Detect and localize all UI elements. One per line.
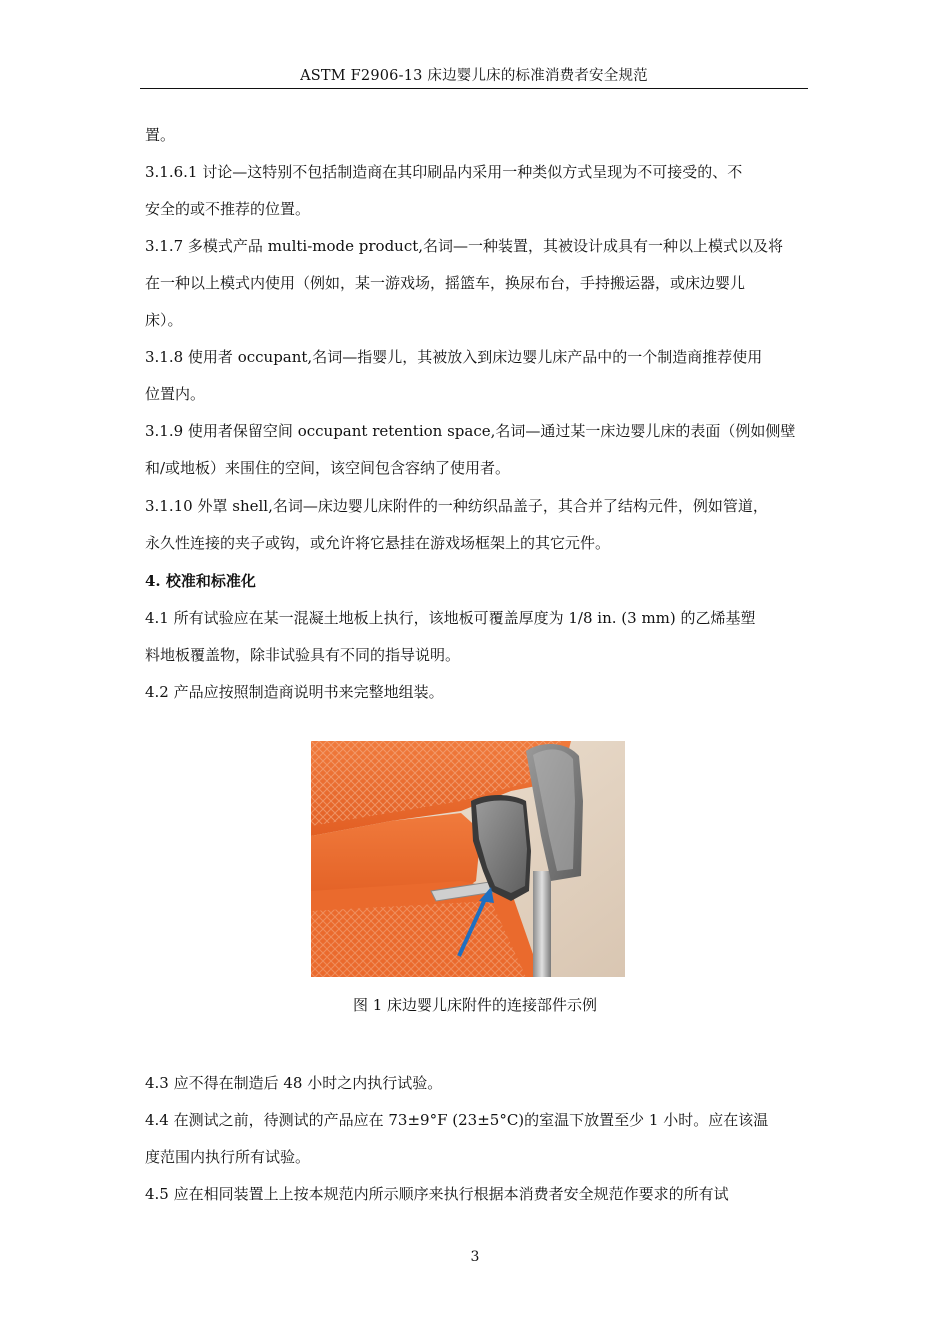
paragraph-line: 床）。 bbox=[145, 311, 183, 329]
paragraph-line: 3.1.9 使用者保留空间 occupant retention space,名词—通过某一床边婴儿床的表面（例如侧壁 bbox=[145, 422, 796, 440]
paragraph-line: 3.1.8 使用者 occupant,名词—指婴儿，其被放入到床边婴儿床产品中的一个制造商推荐使用 bbox=[145, 348, 763, 366]
paragraph-line: 4.1 所有试验应在某一混凝土地板上执行，该地板可覆盖厚度为 1/8 in. (3 mm) 的乙烯基塑 bbox=[145, 609, 756, 627]
attachment-photo bbox=[311, 741, 625, 977]
section-heading: 4. 校准和标准化 bbox=[145, 572, 256, 590]
running-header: ASTM F2906-13 床边婴儿床的标准消费者安全规范 bbox=[300, 68, 648, 84]
header-rule bbox=[140, 88, 808, 89]
paragraph-line: 位置内。 bbox=[145, 385, 206, 403]
paragraph-line: 永久性连接的夹子或钩，或允许将它悬挂在游戏场框架上的其它元件。 bbox=[145, 534, 611, 552]
paragraph-line: 4.4 在测试之前，待测试的产品应在 73±9°F (23±5°C)的室温下放置至少 1 小时。应在该温 bbox=[145, 1111, 769, 1129]
paragraph-line: 置。 bbox=[145, 126, 176, 144]
attachment-photo-drawing bbox=[311, 741, 625, 977]
paragraph-line: 和/或地板）来围住的空间，该空间包含容纳了使用者。 bbox=[145, 459, 511, 477]
paragraph-line: 在一种以上模式内使用（例如，某一游戏场，摇篮车，换尿布台，手持搬运器，或床边婴儿 bbox=[145, 274, 746, 292]
paragraph-line: 度范围内执行所有试验。 bbox=[145, 1148, 311, 1166]
paragraph-line: 4.3 应不得在制造后 48 小时之内执行试验。 bbox=[145, 1074, 443, 1092]
paragraph-line: 4.5 应在相同装置上上按本规范内所示顺序来执行根据本消费者安全规范作要求的所有试 bbox=[145, 1185, 729, 1203]
paragraph-line: 3.1.7 多模式产品 multi-mode product,名词—一种装置，其被设计成具有一种以上模式以及将 bbox=[145, 237, 784, 255]
paragraph-line: 3.1.6.1 讨论—这特别不包括制造商在其印刷品内采用一种类似方式呈现为不可接受的、不 bbox=[145, 163, 743, 181]
page-number: 3 bbox=[470, 1249, 480, 1265]
paragraph-line: 安全的或不推荐的位置。 bbox=[145, 200, 311, 218]
paragraph-line: 4.2 产品应按照制造商说明书来完整地组装。 bbox=[145, 683, 444, 701]
paragraph-line: 3.1.10 外罩 shell,名词—床边婴儿床附件的一种纺织品盖子，其合并了结构元件，例如管道， bbox=[145, 497, 768, 515]
figure-caption: 图 1 床边婴儿床附件的连接部件示例 bbox=[352, 996, 598, 1014]
paragraph-line: 料地板覆盖物，除非试验具有不同的指导说明。 bbox=[145, 646, 461, 664]
